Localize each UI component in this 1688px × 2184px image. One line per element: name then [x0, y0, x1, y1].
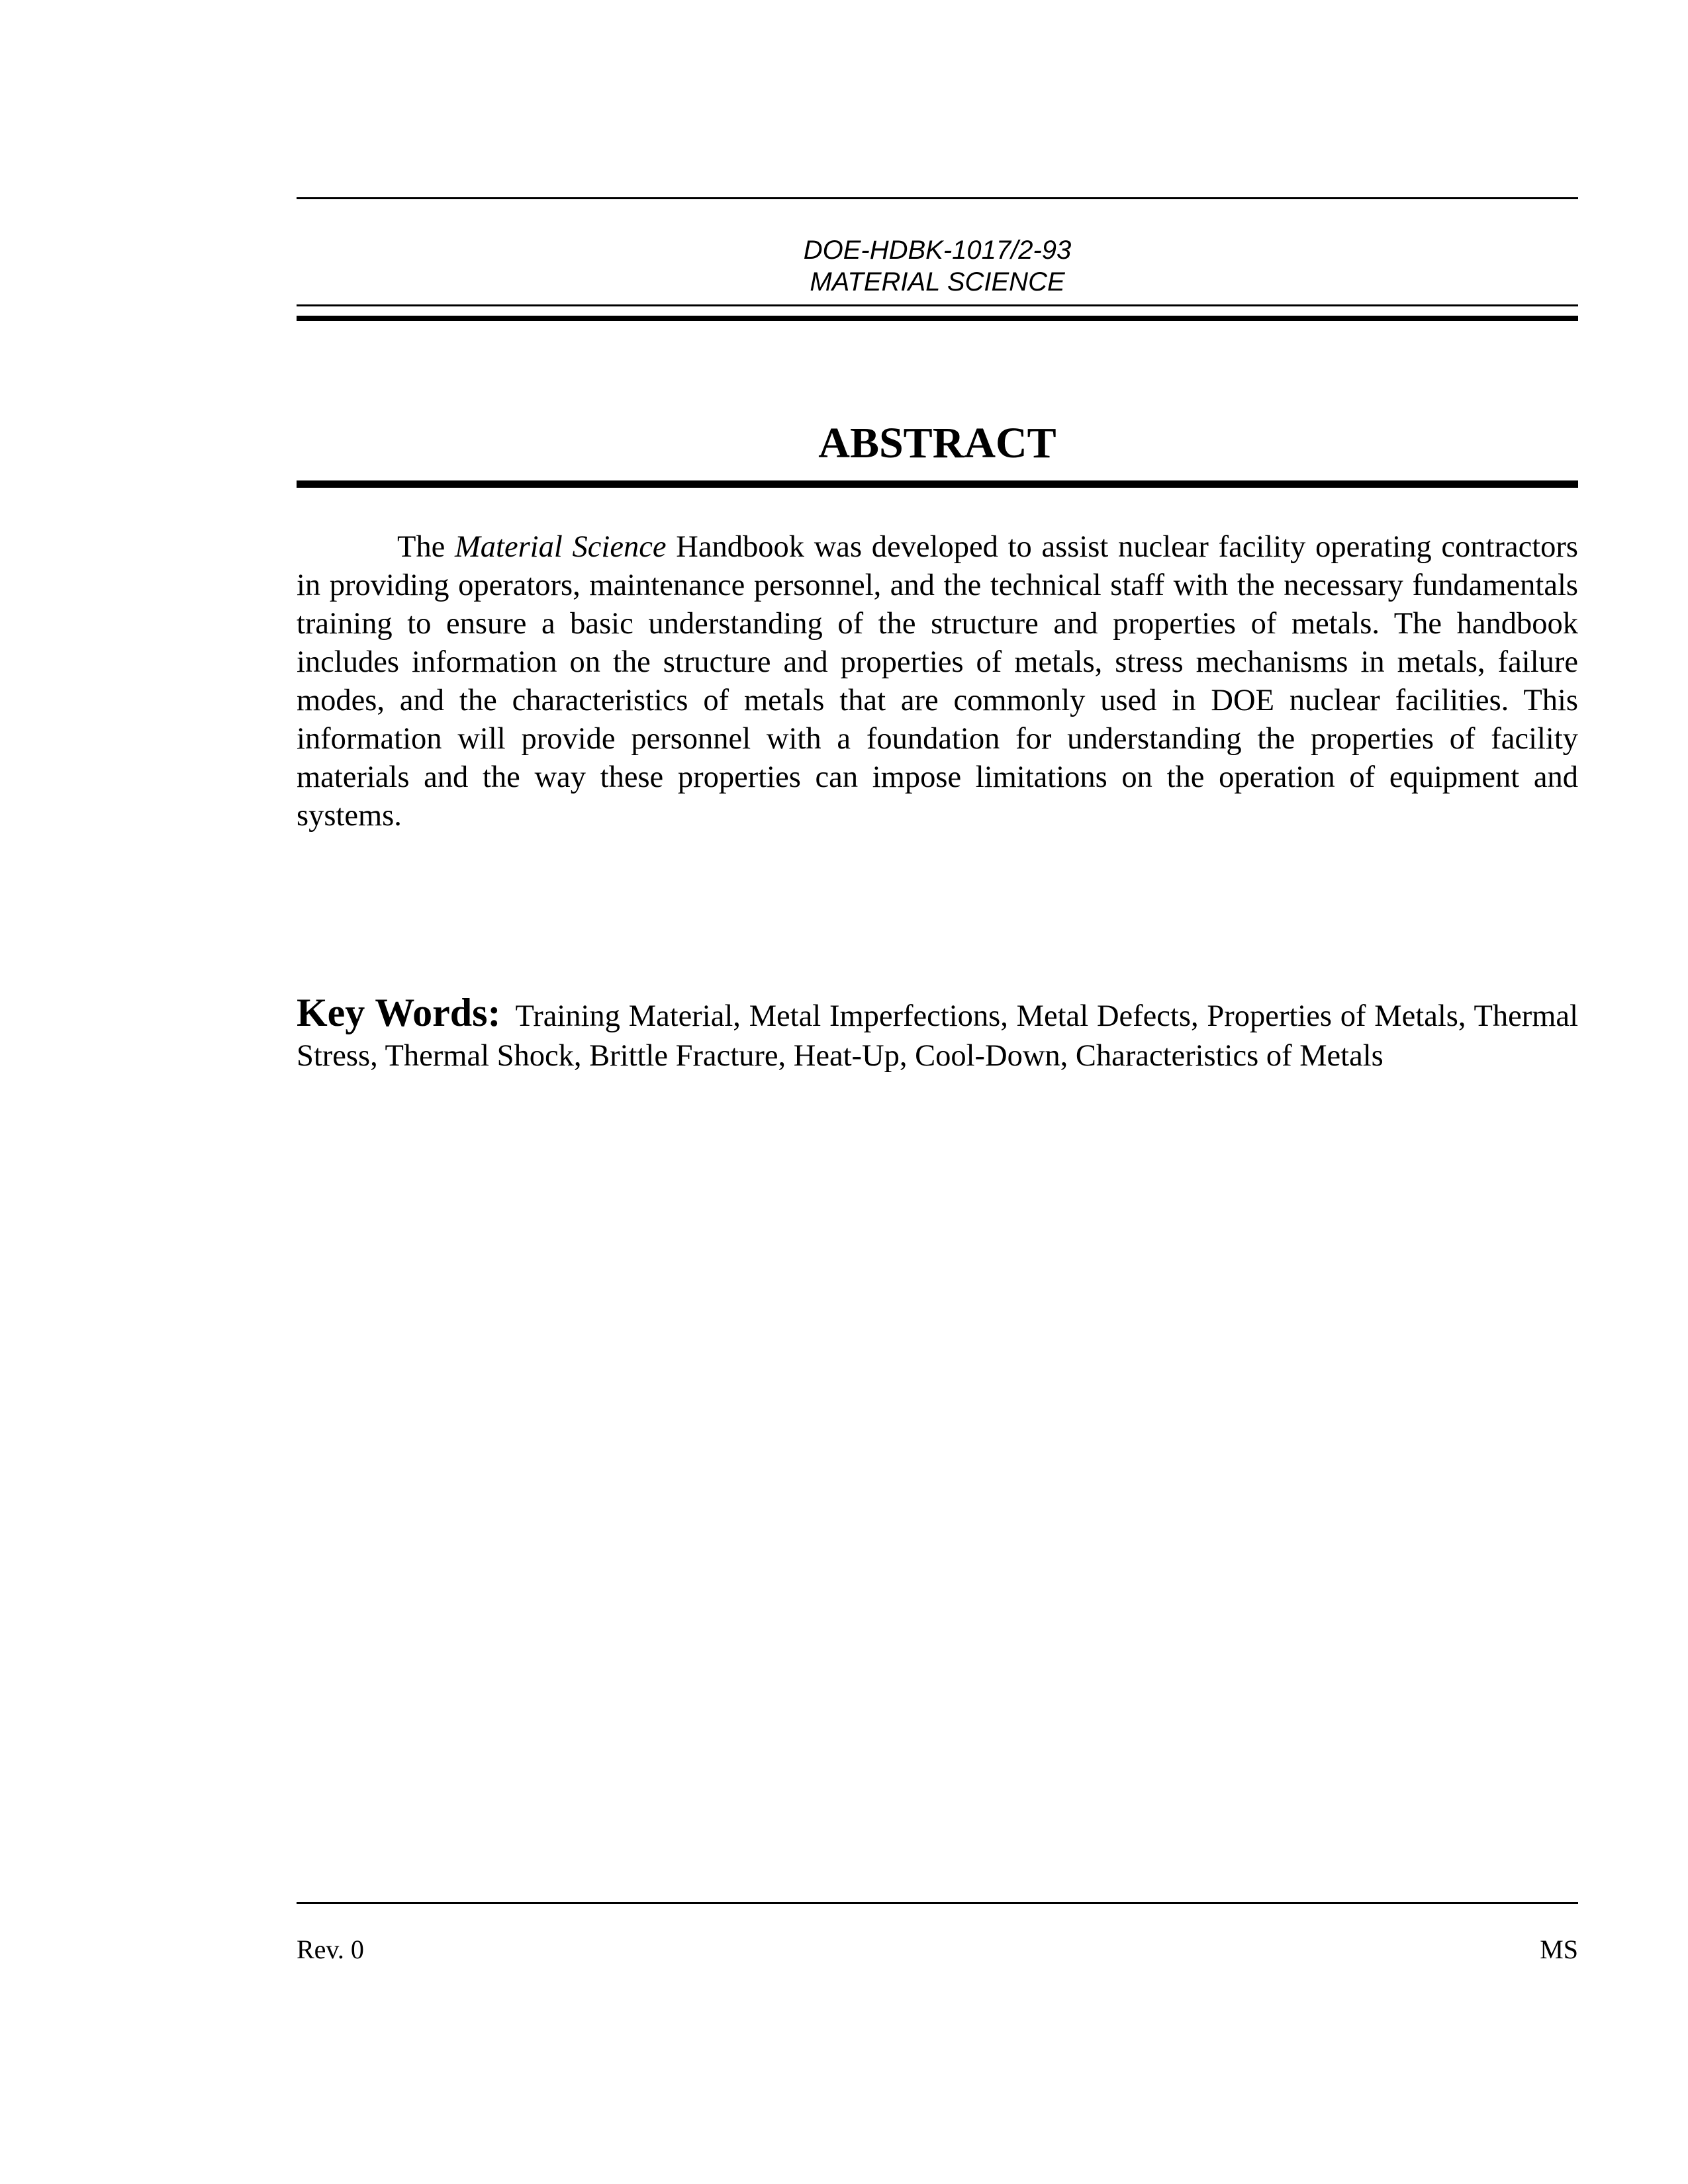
abstract-paragraph [297, 528, 1578, 835]
page-title: ABSTRACT [818, 419, 1056, 467]
document-number: DOE-HDBK-1017/2-93 [803, 236, 1072, 265]
handbook-name: Material Science [455, 530, 667, 564]
abstract-body-text: Handbook was developed to assist nuclear facility operating contractors in providing operators, maintenance personnel, and the technical staff with the necessary fundamentals training to ensure a basic understanding of the structure and properties of metals. The handbook includes information on the structure and properties of metals, stress mechanisms in metals, failure modes, and the characteristics of metals that are commonly used in DOE nuclear facilities. This information will provide personnel with a foundation for understanding the properties of facility materials and the way these properties can impose limitations on the operation of equipment and systems. [297, 530, 1578, 833]
header-top-rule [297, 197, 1578, 199]
keywords-text: Training Material, Metal Imperfections, Metal Defects, Properties of Metals, Thermal Stress, Thermal Shock, Brittle Fracture, Heat-Up, Cool-Down, Characteristics of Metals [297, 999, 1578, 1073]
header-bottom-rule-thin [297, 304, 1578, 306]
footer-revision: Rev. 0 [297, 1934, 364, 1964]
footer-rule [297, 1902, 1578, 1904]
title-underline-rule [297, 480, 1578, 488]
header-bottom-rule-thick [297, 316, 1578, 321]
footer-page-label: MS [1540, 1934, 1578, 1964]
abstract-intro: The [397, 530, 455, 564]
keywords-label: Key Words: [297, 991, 501, 1034]
keywords-paragraph [297, 993, 1578, 1076]
document-subject: MATERIAL SCIENCE [810, 267, 1065, 296]
